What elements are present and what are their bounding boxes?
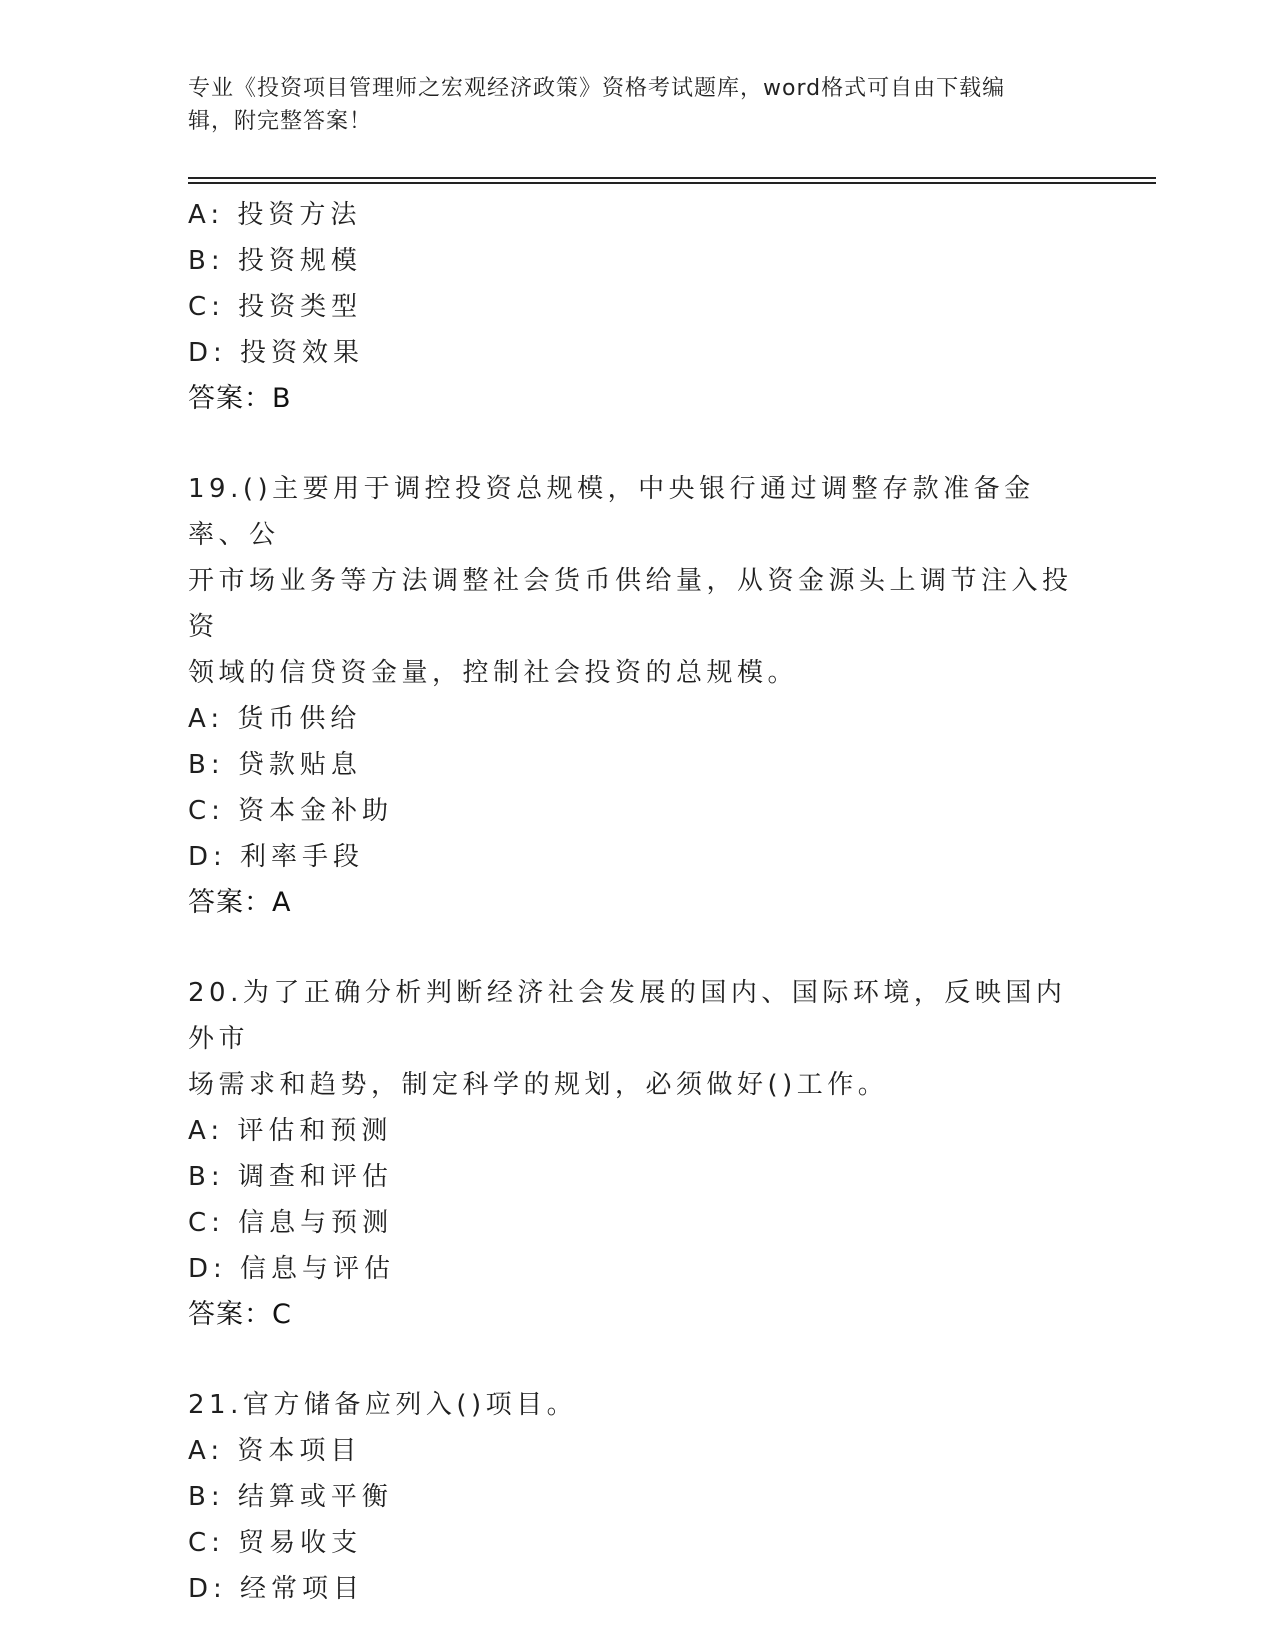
option-d: D: 经常项目 (188, 1574, 365, 1604)
spacer (188, 422, 1088, 466)
option-c: C: 贸易收支 (188, 1528, 363, 1558)
option-c: C: 投资类型 (188, 292, 363, 322)
question-19 (188, 466, 1088, 926)
question-stem-line: 场需求和趋势，制定科学的规划，必须做好()工作。 (188, 1070, 889, 1100)
spacer (188, 1338, 1088, 1382)
option-a: A: 投资方法 (188, 200, 362, 230)
option-a: A: 货币供给 (188, 704, 362, 734)
page-header (188, 72, 1068, 138)
option-b: B: 结算或平衡 (188, 1482, 393, 1512)
answer-line: 答案：B (188, 383, 292, 414)
option-a: A: 评估和预测 (188, 1116, 393, 1146)
question-21 (188, 1382, 1088, 1612)
option-d: D: 投资效果 (188, 338, 365, 368)
option-c: C: 资本金补助 (188, 796, 394, 826)
question-stem-line: 21.官方储备应列入()项目。 (188, 1390, 578, 1420)
header-rule-top (188, 177, 1156, 179)
question-20 (188, 970, 1088, 1338)
option-c: C: 信息与预测 (188, 1208, 394, 1238)
spacer (188, 926, 1088, 970)
question-list (188, 192, 1088, 1612)
option-d: D: 利率手段 (188, 842, 365, 872)
option-d: D: 信息与评估 (188, 1254, 396, 1284)
option-b: B: 贷款贴息 (188, 750, 362, 780)
answer-line: 答案：A (188, 887, 292, 918)
question-stem-line: 20.为了正确分析判断经济社会发展的国内、国际环境，反映国内外市 (188, 978, 1067, 1054)
header-line-1: 专业《投资项目管理师之宏观经济政策》资格考试题库，word格式可自由下载编 (188, 76, 1006, 101)
question-18-continued (188, 192, 1088, 422)
answer-line: 答案：C (188, 1299, 292, 1330)
question-stem-line: 领域的信贷资金量，控制社会投资的总规模。 (188, 658, 799, 688)
header-rule-bottom (188, 182, 1156, 184)
question-stem-line: 19.()主要用于调控投资总规模，中央银行通过调整存款准备金率、公 (188, 474, 1035, 550)
header-line-2: 辑，附完整答案！ (188, 109, 373, 134)
option-b: B: 投资规模 (188, 246, 362, 276)
option-a: A: 资本项目 (188, 1436, 362, 1466)
question-stem-line: 开市场业务等方法调整社会货币供给量，从资金源头上调节注入投资 (188, 566, 1073, 642)
option-b: B: 调查和评估 (188, 1162, 393, 1192)
